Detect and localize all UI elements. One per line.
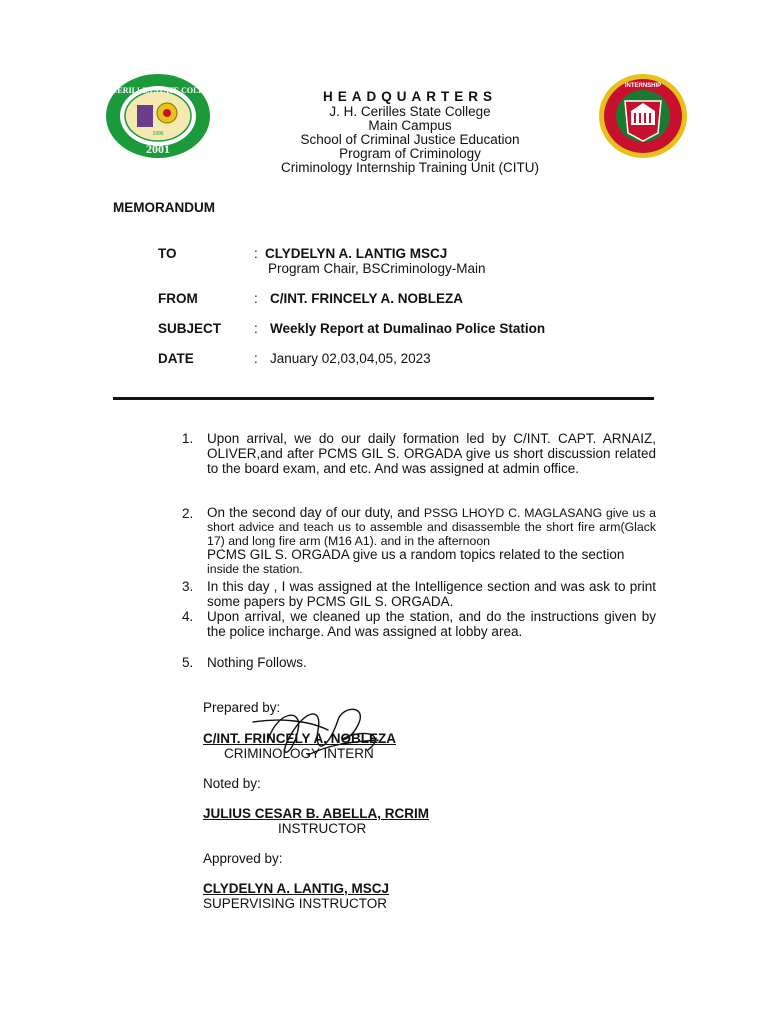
subject-label: SUBJECT: [158, 321, 222, 336]
letterhead-line: Program of Criminology: [339, 146, 481, 161]
svg-text:1996: 1996: [152, 131, 164, 137]
svg-text:J.H. CERILLES STATE COLLEGE: J.H. CERILLES STATE COLLEGE: [95, 86, 221, 95]
to-position: Program Chair, BSCriminology-Main: [268, 261, 486, 276]
item-text-part: PSSG LHOYD C. MAGLASANG give us a short advice and teach us to assemble and disassemble the short fire arm(Glack 17) and long fire arm (M16 A1). and in the afternoon: [207, 506, 656, 548]
internship-logo: [598, 73, 688, 159]
from-value: C/INT. FRINCELY A. NOBLEZA: [270, 291, 464, 306]
to-name: CLYDELYN A. LANTIG MSCJ: [265, 246, 448, 261]
approved-by-label: Approved by:: [203, 851, 283, 866]
noted-by-label: Noted by:: [203, 776, 261, 791]
divider-line: [113, 397, 654, 400]
item-number: 3.: [182, 579, 194, 594]
item-number: 2.: [182, 506, 194, 521]
approved-by-title: SUPERVISING INSTRUCTOR: [203, 896, 388, 911]
from-label: FROM: [158, 291, 198, 306]
prepared-by-title: CRIMINOLOGY INTERN: [224, 746, 374, 761]
letterhead-line: School of Criminal Justice Education: [300, 132, 520, 147]
item-text: Nothing Follows.: [207, 655, 307, 670]
subject-value: Weekly Report at Dumalinao Police Station: [270, 321, 546, 336]
date-value: January 02,03,04,05, 2023: [270, 351, 431, 366]
item-number: 4.: [182, 609, 194, 624]
college-seal-icon: [95, 73, 221, 159]
signature-icon: [248, 700, 388, 770]
letterhead-line: Criminology Internship Training Unit (CITU): [280, 160, 540, 175]
colon: :: [254, 321, 258, 336]
headquarters-title: HEADQUARTERS: [322, 89, 497, 104]
list-item: [182, 609, 656, 639]
item-text: [207, 506, 656, 576]
item-text: Upon arrival, we do our daily formation led by C/INT. CAPT. ARNAIZ, OLIVER,and after PCMS GIL S. ORGADA give us short discussion related to the board exam, and etc. And was assigned at admin office.: [207, 431, 656, 476]
colon: :: [254, 291, 258, 306]
item-text-part: PCMS GIL S. ORGADA give us a random topics related to the section: [207, 547, 625, 562]
list-item: [182, 579, 656, 609]
item-text-part: On the second day of our duty, and: [207, 505, 424, 520]
list-item: [182, 655, 656, 671]
approved-by-name: CLYDELYN A. LANTIG, MSCJ: [203, 881, 390, 896]
noted-by-name: JULIUS CESAR B. ABELLA, RCRIM: [203, 806, 430, 821]
to-label: TO: [158, 246, 177, 261]
item-text: Upon arrival, we cleaned up the station, and do the instructions given by the police incharge. And was assigned at lobby area.: [207, 609, 656, 639]
prepared-by-label: Prepared by:: [203, 700, 281, 715]
item-text: In this day , I was assigned at the Intelligence section and was ask to print some papers by PCMS GIL S. ORGADA.: [207, 579, 656, 609]
list-item: [182, 506, 656, 576]
letterhead-line: Main Campus: [368, 118, 452, 133]
list-item: [182, 431, 656, 493]
item-number: 1.: [182, 431, 194, 446]
colon: :: [254, 246, 258, 261]
letterhead-line: J. H. Cerilles State College: [329, 104, 491, 119]
item-text-part: inside the station.: [207, 562, 303, 576]
prepared-by-name: C/INT. FRINCELY A. NOBLEZA: [203, 731, 397, 746]
memorandum-title: MEMORANDUM: [113, 200, 215, 215]
letterhead: [210, 90, 610, 175]
date-label: DATE: [158, 351, 194, 366]
svg-text:INTERNSHIP: INTERNSHIP: [624, 83, 662, 89]
noted-by-title: INSTRUCTOR: [278, 821, 367, 836]
college-logo: [95, 73, 221, 159]
svg-text:2001: 2001: [146, 142, 170, 156]
colon: :: [254, 351, 258, 366]
internship-seal-icon: [598, 73, 688, 159]
item-number: 5.: [182, 655, 194, 670]
